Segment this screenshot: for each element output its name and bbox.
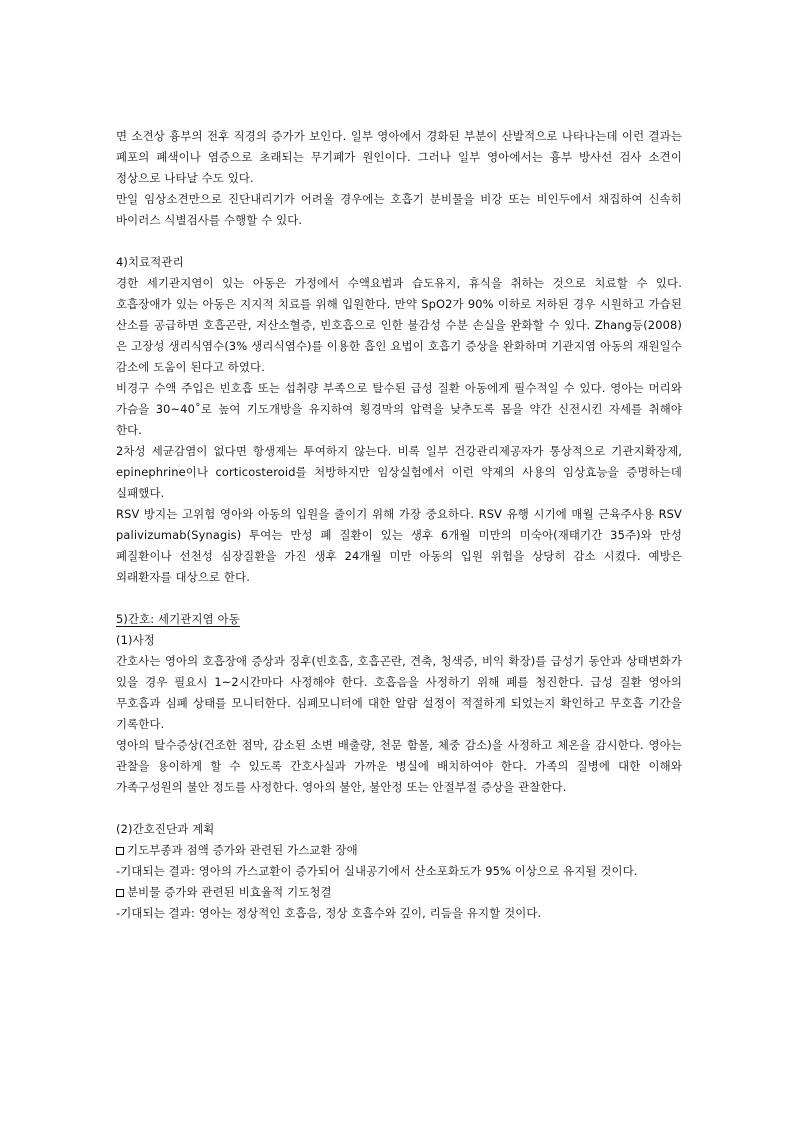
diagnosis-outcome-1: -기대되는 결과: 영아의 가스교환이 증가되어 실내공기에서 산소포화도가 95% 이상으로 유지될 것이다.	[116, 864, 638, 878]
diagnosis-item-2	[116, 882, 682, 903]
diagnosis-heading: (2)간호진단과 계획	[116, 822, 215, 836]
treatment-heading: 4)치료적관리	[116, 255, 184, 269]
nursing-heading	[116, 609, 682, 630]
intro-paragraph-1: 면 소견상 흉부의 전후 직경의 증가가 보인다. 일부 영아에서 경화된 부분이 산발적으로 나타나는데 이런 결과는 폐포의 폐색이나 염증으로 초래되는 무기폐가 원인이다. 그러나 일부 영아에서는 흉부 방사선 검사 소견이 정상으로 나타날 수도 있다.	[116, 129, 682, 185]
assessment-heading: (1)사정	[116, 633, 155, 647]
treatment-paragraph-3: 2차성 세균감염이 없다면 항생제는 투여하지 않는다. 비록 일부 건강관리제공자가 통상적으로 기관지확장제, epinephrine이나 corticosteroid를 처방하지만 임상실험에서 이런 약제의 사용의 임상효능을 증명하는데 실패했다.	[116, 444, 682, 500]
nursing-heading-text: 5)간호: 세기관지염 아동	[116, 612, 240, 626]
assessment-paragraph-1: 간호사는 영아의 호흡장애 증상과 징후(빈호흡, 호흡곤란, 견축, 청색증, 비익 확장)를 급성기 동안과 상태변화가 있을 경우 필요시 1~2시간마다 사정해야 한다. 호흡음을 사정하기 위해 폐를 청진한다. 급성 질환 영아의 무호흡과 심폐 상태를 모니터한다. 심폐모니터에 대한 알람 설정이 적절하게 되었는지 확인하고 무호흡 기간을 기록한다.	[116, 654, 682, 731]
treatment-paragraph-2: 비경구 수액 주입은 빈호흡 또는 섭취량 부족으로 탈수된 급성 질환 아동에게 필수적일 수 있다. 영아는 머리와 가슴을 30~40˚로 높여 기도개방을 유지하여 횡경막의 압력을 낮추도록 몸을 약간 신전시킨 자세를 취해야 한다.	[116, 381, 682, 437]
document-page	[116, 126, 682, 924]
checkbox-square-icon	[116, 847, 124, 855]
treatment-paragraph-1: 경한 세기관지염이 있는 아동은 가정에서 수액요법과 습도유지, 휴식을 취하는 것으로 치료할 수 있다. 호흡장애가 있는 아동은 지지적 치료를 위해 입원한다. 만약 SpO2가 90% 이하로 저하된 경우 시원하고 가습된 산소를 공급하면 호흡곤란, 저산소혈증, 빈호흡으로 인한 불감성 수분 손실을 완화할 수 있다. Zhang등(2008)은 고장성 생리식염수(3% 생리식염수)를 이용한 흡인 요법이 호흡기 증상을 완화하며 기관지염 아동의 재원일수 감소에 도움이 된다고 하였다.	[116, 276, 682, 374]
diagnosis-title-2: 분비물 증가와 관련된 비효율적 기도청결	[127, 885, 332, 899]
diagnosis-item-1	[116, 840, 682, 861]
treatment-paragraph-4: RSV 방지는 고위험 영아와 아동의 입원을 줄이기 위해 가장 중요하다. RSV 유행 시기에 매월 근육주사용 RSV palivizumab(Synagis) 투여는 만성 폐 질환이 있는 생후 6개월 미만의 미숙아(재태기간 35주)와 만성 폐질환이나 선천성 심장질환을 가진 생후 24개월 미만 아동의 입원 위험을 상당히 감소 시켰다. 예방은 외래환자를 대상으로 한다.	[116, 507, 682, 584]
diagnosis-title-1: 기도부종과 점액 증가와 관련된 가스교환 장애	[127, 843, 358, 857]
intro-paragraph-2: 만일 임상소견만으로 진단내리기가 어려울 경우에는 호흡기 분비물을 비강 또는 비인두에서 채집하여 신속히 바이러스 식별검사를 수행할 수 있다.	[116, 192, 682, 227]
checkbox-square-icon	[116, 889, 124, 897]
assessment-paragraph-2: 영아의 탈수증상(건조한 점막, 감소된 소변 배출량, 천문 함몰, 체중 감소)을 사정하고 체온을 감시한다. 영아는 관찰을 용이하게 할 수 있도록 간호사실과 가까운 병실에 배치하여야 한다. 가족의 질병에 대한 이해와 가족구성원의 불안 정도를 사정한다. 영아의 불안, 불안정 또는 안절부절 증상을 관찰한다.	[116, 738, 682, 794]
diagnosis-outcome-2: -기대되는 결과: 영아는 정상적인 호흡음, 정상 호흡수와 깊이, 리듬을 유지할 것이다.	[116, 906, 542, 920]
